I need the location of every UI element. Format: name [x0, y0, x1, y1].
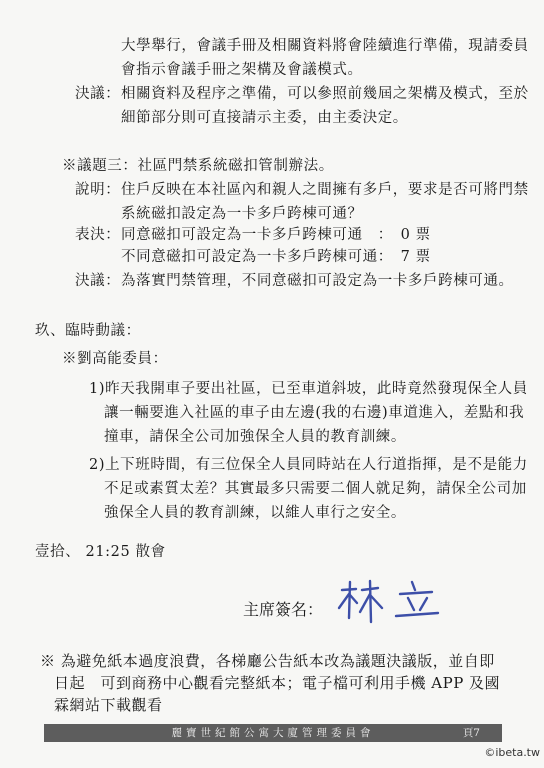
item-3-desc-label: 說明：	[75, 182, 121, 198]
page-number: 頁7	[462, 727, 480, 739]
resolution-1-line-2: 細節部分則可直接請示主委，由主委決定。	[121, 110, 408, 126]
footer-organization: 麗寶世紀館公寓大廈管理委員會	[171, 727, 375, 739]
chair-signature	[330, 578, 460, 628]
motion-2-line-3: 強保全人員的教育訓練，以維人車行之安全。	[104, 505, 406, 521]
motion-2-line-2: 不足或素質太差？其實最多只需要二個人就足夠，請保全公司加	[104, 481, 527, 497]
item-3-desc-line-1: 住戶反映在本社區內和親人之間擁有多戶，要求是否可將門禁	[121, 182, 529, 198]
motion-1-line-2: 讓一輛要進入社區的車子由左邊(我的右邊)車道進入，差點和我	[104, 405, 525, 421]
adjournment: 壹拾、 21:25 散會	[35, 544, 166, 560]
member-name: ※劉高能委員：	[62, 351, 168, 367]
motion-1-line-1: 1)昨天我開車子要出社區，已至車道斜坡，此時竟然發現保全人員	[89, 381, 528, 397]
resolution-1-line-1: 相關資料及程序之準備，可以參照前幾屆之架構及模式，至於	[121, 86, 529, 102]
item-3-vote-yes: 同意磁扣可設定為一卡多戶跨棟可通 ： 0 票	[121, 227, 431, 243]
item-3-desc-line-2: 系統磁扣設定為一卡多戶跨棟可通？	[121, 206, 363, 222]
item-3-title: ※議題三：社區門禁系統磁扣管制辦法。	[62, 158, 334, 174]
item-3-resolution-label: 決議：	[75, 273, 121, 289]
intro-line-1: 大學舉行，會議手冊及相關資料將會陸續進行準備，現請委員	[121, 38, 529, 54]
notice-line-2: 日起 可到商務中心觀看完整紙本；電子檔可利用手機 APP 及國	[54, 674, 501, 692]
notice-line-1: ※ 為避免紙本過度浪費，各梯廳公告紙本改為議題決議版，並自即	[40, 652, 495, 670]
motion-2-line-1: 2)上下班時間，有三位保全人員同時站在人行道指揮，是不是能力	[89, 457, 528, 473]
notice-line-3: 霖網站下載觀看	[54, 696, 163, 714]
section-9-title: 玖、臨時動議：	[35, 323, 141, 339]
resolution-1-label: 決議：	[75, 86, 121, 102]
item-3-resolution-text: 為落實門禁管理，不同意磁扣可設定為一卡多戶跨棟可通。	[121, 273, 514, 289]
intro-line-2: 會指示會議手冊之架構及會議模式。	[121, 62, 363, 78]
chair-signature-label: 主席簽名：	[243, 600, 324, 619]
item-3-vote-label: 表決：	[75, 227, 121, 243]
item-3-vote-no: 不同意磁扣可設定為一卡多戶跨棟可通： 7 票	[121, 249, 431, 265]
site-watermark: ©ibeta.tw	[484, 746, 540, 759]
motion-1-line-3: 撞車，請保全公司加強保全人員的教育訓練。	[104, 429, 406, 445]
footer-bar	[44, 724, 502, 742]
